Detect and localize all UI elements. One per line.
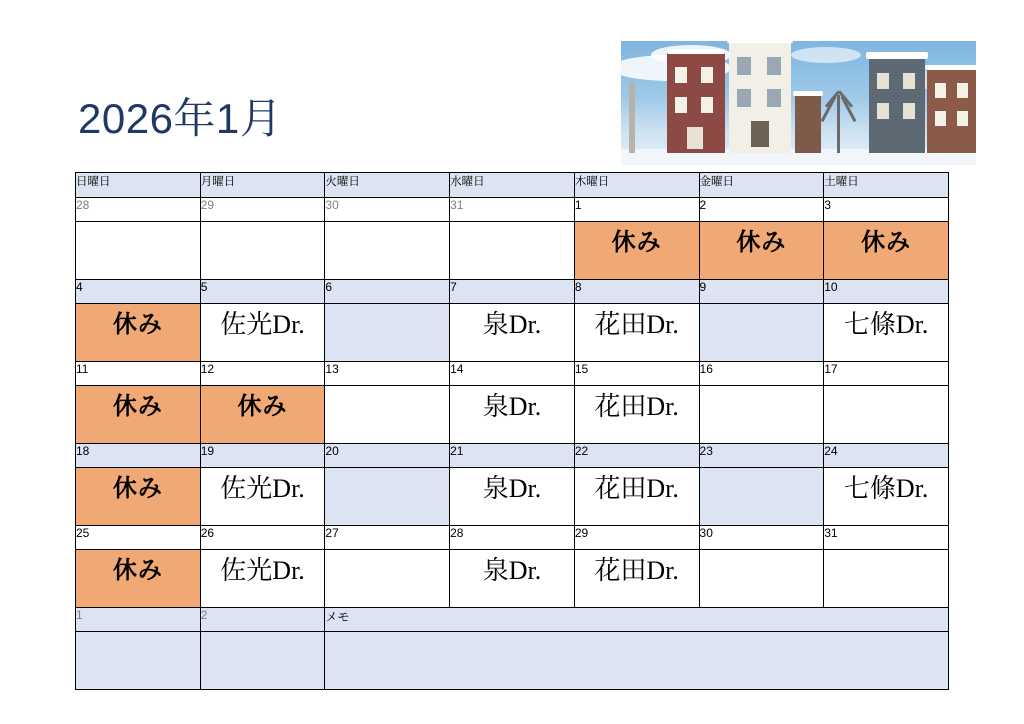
- roof-snow: [925, 65, 976, 70]
- day-cell[interactable]: [699, 304, 824, 362]
- window-shape: [877, 103, 889, 119]
- day-cell[interactable]: [699, 386, 824, 444]
- roof-snow: [667, 49, 725, 54]
- memo-field[interactable]: [325, 632, 949, 690]
- monthly-calendar: [75, 172, 949, 690]
- date-number: 14: [450, 362, 575, 386]
- memo-label: メモ: [325, 608, 949, 632]
- roof-snow: [727, 41, 793, 43]
- event-row: [76, 550, 949, 608]
- day-cell[interactable]: [824, 386, 949, 444]
- day-header-thursday: 木曜日: [574, 173, 699, 198]
- date-number: 30: [325, 198, 450, 222]
- date-number: 9: [699, 280, 824, 304]
- winter-townhouses-image: [621, 41, 976, 165]
- date-number: 21: [450, 444, 575, 468]
- date-number: 2: [200, 608, 325, 632]
- window-shape: [903, 73, 915, 89]
- day-cell[interactable]: [325, 386, 450, 444]
- day-cell[interactable]: [699, 468, 824, 526]
- date-number: 8: [574, 280, 699, 304]
- date-number: 27: [325, 526, 450, 550]
- window-shape: [675, 67, 687, 83]
- date-number-row: [76, 526, 949, 550]
- window-shape: [957, 83, 968, 98]
- event-text: 休み: [112, 475, 163, 502]
- day-cell[interactable]: [200, 304, 325, 362]
- roof-snow: [793, 91, 823, 96]
- building-shape: [729, 41, 791, 153]
- day-cell-holiday[interactable]: [699, 222, 824, 280]
- door-shape: [751, 121, 769, 147]
- date-number: 11: [76, 362, 201, 386]
- date-number: 1: [76, 608, 201, 632]
- window-shape: [675, 97, 687, 113]
- building-shape: [667, 53, 725, 153]
- event-text: 七條Dr.: [843, 310, 929, 339]
- day-cell[interactable]: [574, 468, 699, 526]
- day-cell[interactable]: [574, 550, 699, 608]
- date-number: 29: [200, 198, 325, 222]
- day-cell[interactable]: [450, 222, 575, 280]
- day-cell-holiday[interactable]: [200, 386, 325, 444]
- event-text: 泉Dr.: [482, 474, 542, 503]
- day-cell[interactable]: [200, 222, 325, 280]
- date-number: 1: [574, 198, 699, 222]
- date-number-row: [76, 444, 949, 468]
- date-number-row: [76, 280, 949, 304]
- date-number: 29: [574, 526, 699, 550]
- date-number: 6: [325, 280, 450, 304]
- event-text: 花田Dr.: [594, 474, 679, 503]
- building-shape: [869, 57, 925, 153]
- memo-header-row: [76, 608, 949, 632]
- date-number: 26: [200, 526, 325, 550]
- day-cell[interactable]: [200, 632, 325, 690]
- date-number: 7: [450, 280, 575, 304]
- event-text: 佐光Dr.: [220, 556, 305, 585]
- day-header-saturday: 土曜日: [824, 173, 949, 198]
- day-of-week-header-row: [76, 173, 949, 198]
- date-number: 18: [76, 444, 201, 468]
- day-cell[interactable]: [200, 468, 325, 526]
- day-header-sunday: 日曜日: [76, 173, 201, 198]
- day-cell[interactable]: [699, 550, 824, 608]
- date-number: 4: [76, 280, 201, 304]
- day-header-wednesday: 水曜日: [450, 173, 575, 198]
- date-number: 10: [824, 280, 949, 304]
- day-cell[interactable]: [824, 468, 949, 526]
- date-number: 23: [699, 444, 824, 468]
- day-header-friday: 金曜日: [699, 173, 824, 198]
- date-number: 28: [450, 526, 575, 550]
- day-cell[interactable]: [450, 304, 575, 362]
- day-cell[interactable]: [325, 304, 450, 362]
- day-cell[interactable]: [450, 550, 575, 608]
- event-text: 花田Dr.: [594, 392, 679, 421]
- day-cell[interactable]: [325, 222, 450, 280]
- date-number: 20: [325, 444, 450, 468]
- date-number: 13: [325, 362, 450, 386]
- day-cell-holiday[interactable]: [76, 550, 201, 608]
- date-number: 24: [824, 444, 949, 468]
- event-text: 休み: [112, 557, 163, 584]
- day-cell[interactable]: [574, 304, 699, 362]
- window-shape: [701, 67, 713, 83]
- event-text: 花田Dr.: [594, 556, 679, 585]
- event-row: [76, 304, 949, 362]
- day-cell[interactable]: [325, 550, 450, 608]
- event-text: 佐光Dr.: [220, 310, 305, 339]
- day-header-tuesday: 火曜日: [325, 173, 450, 198]
- day-cell[interactable]: [76, 632, 201, 690]
- window-shape: [877, 73, 889, 89]
- building-shape: [927, 69, 976, 153]
- day-cell[interactable]: [76, 222, 201, 280]
- day-cell[interactable]: [200, 550, 325, 608]
- roof-snow: [866, 52, 928, 59]
- date-number: 2: [699, 198, 824, 222]
- date-number-row: [76, 362, 949, 386]
- day-cell[interactable]: [450, 468, 575, 526]
- window-shape: [903, 103, 915, 119]
- event-text: 佐光Dr.: [220, 474, 305, 503]
- day-cell[interactable]: [574, 386, 699, 444]
- window-shape: [767, 57, 781, 75]
- date-number: 12: [200, 362, 325, 386]
- day-cell-holiday[interactable]: [76, 304, 201, 362]
- building-shape: [629, 83, 635, 153]
- window-shape: [935, 111, 946, 126]
- window-shape: [957, 111, 968, 126]
- window-shape: [701, 97, 713, 113]
- date-number: 30: [699, 526, 824, 550]
- building-shape: [795, 95, 821, 153]
- date-number: 19: [200, 444, 325, 468]
- cloud-icon: [791, 47, 861, 63]
- event-text: 休み: [112, 311, 163, 338]
- event-row: [76, 222, 949, 280]
- event-text: 花田Dr.: [594, 310, 679, 339]
- day-cell-holiday[interactable]: [76, 386, 201, 444]
- tree-icon: [837, 95, 840, 153]
- event-row: [76, 468, 949, 526]
- day-cell-holiday[interactable]: [76, 468, 201, 526]
- date-number-row: [76, 198, 949, 222]
- day-header-monday: 月曜日: [200, 173, 325, 198]
- date-number: 5: [200, 280, 325, 304]
- event-text: 休み: [736, 229, 787, 256]
- day-cell[interactable]: [824, 550, 949, 608]
- date-number: 22: [574, 444, 699, 468]
- event-text: 休み: [611, 229, 662, 256]
- date-number: 16: [699, 362, 824, 386]
- page-title: 2026年1月: [78, 95, 283, 142]
- date-number: 31: [450, 198, 575, 222]
- memo-body-row: [76, 632, 949, 690]
- day-cell[interactable]: [325, 468, 450, 526]
- date-number: 15: [574, 362, 699, 386]
- event-text: 休み: [112, 393, 163, 420]
- window-shape: [737, 57, 751, 75]
- event-text: 泉Dr.: [482, 556, 542, 585]
- window-shape: [935, 83, 946, 98]
- event-text: 泉Dr.: [482, 310, 542, 339]
- event-text: 泉Dr.: [482, 392, 542, 421]
- event-row: [76, 386, 949, 444]
- event-text: 休み: [861, 229, 912, 256]
- date-number: 17: [824, 362, 949, 386]
- day-cell[interactable]: [450, 386, 575, 444]
- day-cell-holiday[interactable]: [824, 222, 949, 280]
- window-shape: [737, 89, 751, 107]
- door-shape: [687, 127, 703, 149]
- event-text: 休み: [237, 393, 288, 420]
- event-text: 七條Dr.: [843, 474, 929, 503]
- date-number: 3: [824, 198, 949, 222]
- window-shape: [767, 89, 781, 107]
- day-cell[interactable]: [824, 304, 949, 362]
- date-number: 25: [76, 526, 201, 550]
- date-number: 31: [824, 526, 949, 550]
- day-cell-holiday[interactable]: [574, 222, 699, 280]
- date-number: 28: [76, 198, 201, 222]
